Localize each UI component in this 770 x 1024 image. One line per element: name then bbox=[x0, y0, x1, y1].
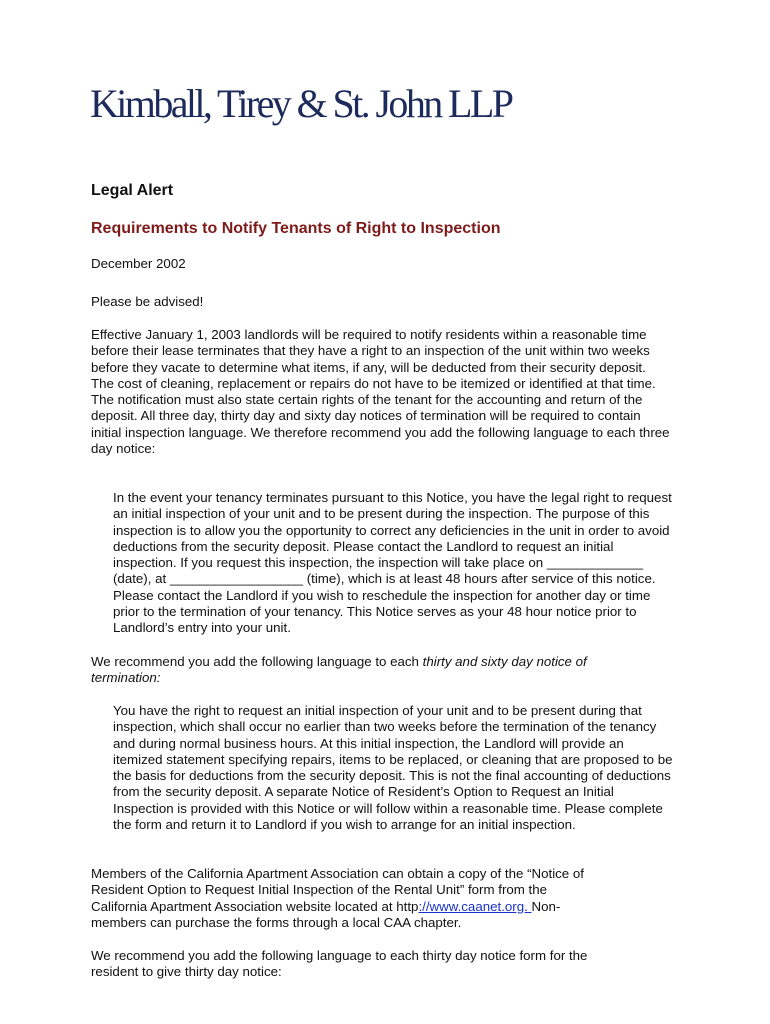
thirty-sixty-intro bbox=[91, 654, 587, 687]
paragraph-line: We recommend you add the following language to each thirty day notice form for the bbox=[91, 948, 588, 963]
paragraph-line: Members of the California Apartment Association can obtain a copy of the “Notice of bbox=[91, 866, 584, 881]
paragraph-line: prior to the termination of your tenancy. This Notice serves as your 48 hour notice prior to bbox=[113, 604, 637, 620]
paragraph-line: (date), at __________________ (time), which is at least 48 hours after service of this notice. bbox=[113, 571, 656, 587]
paragraph-line: inspection is to allow you the opportunity to correct any deficiencies in the unit in order to avoid bbox=[113, 522, 670, 538]
intro-italic: thirty and sixty day notice of bbox=[422, 654, 587, 669]
paragraph-line: itemized statement specifying repairs, items to be replaced, or cleaning that are proposed to be bbox=[113, 751, 673, 767]
paragraph-line: resident to give thirty day notice: bbox=[91, 964, 282, 980]
thirty-sixty-notice-language bbox=[113, 703, 673, 833]
paragraph-line: the form and return it to Landlord if you wish to arrange for an initial inspection. bbox=[113, 817, 576, 833]
paragraph-line: the basis for deductions from the security deposit. This is not the final accounting of deductions bbox=[113, 768, 671, 784]
paragraph-line: and during normal business hours. At this initial inspection, the Landlord will provide an bbox=[113, 735, 624, 751]
paragraph-line: initial inspection language. We therefore recommend you add the following language to each three bbox=[91, 424, 670, 440]
paragraph-line: Landlord’s entry into your unit. bbox=[113, 620, 291, 636]
paragraph-line: Effective January 1, 2003 landlords will be required to notify residents within a reasonable time bbox=[91, 327, 647, 342]
paragraph-line: Inspection is provided with this Notice or will follow within a reasonable time. Please complete bbox=[113, 800, 663, 816]
website-prefix: California Apartment Association website located at http bbox=[91, 898, 419, 914]
paragraph-line: Please contact the Landlord if you wish to reschedule the inspection for another day or time bbox=[113, 587, 651, 603]
paragraph-line bbox=[91, 899, 584, 915]
website-suffix: Non- bbox=[531, 898, 561, 914]
advisory-text: Please be advised! bbox=[91, 294, 204, 309]
paragraph-line: deductions from the security deposit. Please contact the Landlord to request an initial bbox=[113, 538, 614, 554]
three-day-notice-language bbox=[113, 490, 672, 637]
paragraph-line: an initial inspection of your unit and to be present during the inspection. The purpose of this bbox=[113, 506, 650, 522]
final-paragraph bbox=[91, 948, 587, 981]
paragraph-line: inspection, which shall occur no earlier than two weeks before the termination of the tenancy bbox=[113, 719, 657, 735]
legal-alert-label: Legal Alert bbox=[91, 182, 174, 199]
firm-name-logo: Kimball, Tirey & St. John LLP bbox=[90, 81, 512, 126]
paragraph-line bbox=[91, 654, 587, 670]
intro-prefix: We recommend you add the following language to each bbox=[91, 654, 423, 669]
paragraph-line: before their lease terminates that they have a right to an inspection of the unit within two weeks bbox=[91, 343, 650, 359]
paragraph-line: day notice: bbox=[91, 441, 156, 457]
paragraph-line: Resident Option to Request Initial Inspection of the Rental Unit” form from the bbox=[91, 882, 548, 898]
paragraph-line: from the security deposit. A separate Notice of Resident’s Option to Request an Initial bbox=[113, 784, 614, 800]
paragraph-line: before they vacate to determine what items, if any, will be deducted from their security deposit. bbox=[91, 359, 646, 375]
paragraph-line: You have the right to request an initial inspection of your unit and to be present during that bbox=[113, 703, 642, 718]
intro-paragraph bbox=[91, 327, 670, 457]
paragraph-line: deposit. All three day, thirty day and sixty day notices of termination will be required to contain bbox=[91, 408, 641, 424]
paragraph-line: termination: bbox=[91, 670, 161, 686]
paragraph-line: members can purchase the forms through a local CAA chapter. bbox=[91, 914, 462, 930]
alert-date: December 2002 bbox=[91, 256, 186, 271]
caanet-link[interactable]: ://www.caanet.org. bbox=[418, 898, 532, 914]
members-paragraph bbox=[91, 866, 584, 931]
alert-title: Requirements to Notify Tenants of Right to Inspection bbox=[91, 220, 501, 237]
paragraph-line: The cost of cleaning, replacement or repairs do not have to be itemized or identified at that time. bbox=[91, 375, 656, 391]
paragraph-line: In the event your tenancy terminates pursuant to this Notice, you have the legal right to request bbox=[113, 490, 672, 505]
paragraph-line: inspection. If you request this inspection, the inspection will take place on _____________ bbox=[113, 555, 644, 571]
paragraph-line: The notification must also state certain rights of the tenant for the accounting and return of the bbox=[91, 392, 643, 408]
